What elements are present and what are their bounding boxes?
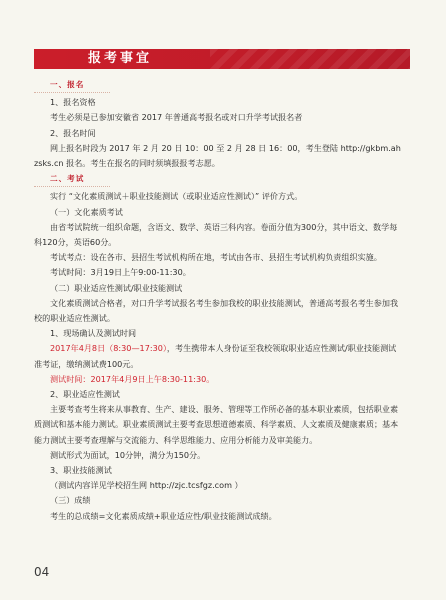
- paragraph-registration-time: 网上报名时段为 2017 年 2 月 20 日 10：00 至 2 月 28 日 16：00，考生登陆 http://gkbm.ahzsks.cn 报名。考生在报名的同时须填报报考志愿。: [34, 142, 401, 169]
- paragraph-score: 考生的总成绩=文化素质成绩+职业适应性/职业技能测试成绩。: [50, 510, 277, 521]
- paragraph-cultural-location: 考试考点：设在各市、县招生考试机构所在地，考试由各市、县招生考试机构负责组织实施。: [50, 252, 382, 263]
- paragraph-skill-intro: 文化素质测试合格者，对口升学考试报名考生参加我校的职业技能测试，普通高考报名考生参加我校的职业适应性测试。: [34, 297, 399, 324]
- subheading-cultural-test: （一）文化素质考试: [50, 206, 123, 217]
- section-title: 报考事宜: [88, 51, 153, 66]
- paragraph-eligibility: 考生必须是已参加安徽省 2017 年普通高考报名或对口升学考试报名者: [50, 112, 303, 123]
- paragraph-cultural-time: 考试时间：3月19日上午9:00-11:30。: [50, 267, 191, 278]
- page-number: 04: [34, 565, 50, 579]
- paragraph-step2-title: 2、职业适应性测试: [50, 389, 120, 400]
- paragraph-exam-intro: 实行 “文化素质测试＋职业技能测试（或职业适应性测试）” 评价方式。: [50, 191, 303, 202]
- step1-text: ，考生携带本人身份证至我校领取职业适应性测试/职业技能测试准考证，缴纳测试费100元。: [34, 343, 397, 369]
- paragraph-cultural-content: 由省考试院统一组织命题，含语文、数学、英语三科内容。卷面分值为300分，其中语文、数学每科120分，英语60分。: [34, 221, 398, 248]
- paragraph-step3: （测试内容详见学校招生网 http://zjc.tcsfgz.com ）: [50, 480, 243, 491]
- section-heading-exam: 二、考试: [34, 171, 110, 187]
- section-header-band: [34, 49, 410, 69]
- document-content: [34, 77, 402, 524]
- subheading-score: （三）成绩: [50, 495, 91, 506]
- paragraph-step1-test-time: 测试时间：2017年4月9日上午8:30-11:30。: [50, 373, 215, 384]
- paragraph-step1-title: 1、现场确认及测试时间: [50, 328, 137, 339]
- paragraph-registration-time-title: 2、报名时间: [50, 127, 96, 138]
- paragraph-eligibility-title: 1、报名资格: [50, 97, 96, 108]
- header-decoration: [210, 49, 410, 69]
- step1-date: 2017年4月8日（8:30—17:30）: [50, 343, 167, 354]
- paragraph-step2-format: 测试形式为面试，10分钟，满分为150分。: [50, 449, 206, 460]
- subheading-skill-test: （二）职业适应性测试/职业技能测试: [50, 282, 183, 293]
- paragraph-step3-title: 3、职业技能测试: [50, 465, 112, 476]
- paragraph-step1: [34, 341, 402, 371]
- paragraph-step2: 主要考查考生将来从事教育、生产、建设、服务、管理等工作所必备的基本职业素质，包括职业素质测试和基本能力测试。职业素质测试主要考查思想道德素质、科学素质、人文素质及健康素质；基本能力测试主要考查理解与交流能力、科学思维能力、应用分析能力及审美能力。: [34, 404, 399, 445]
- section-heading-registration: 一、报名: [34, 77, 110, 93]
